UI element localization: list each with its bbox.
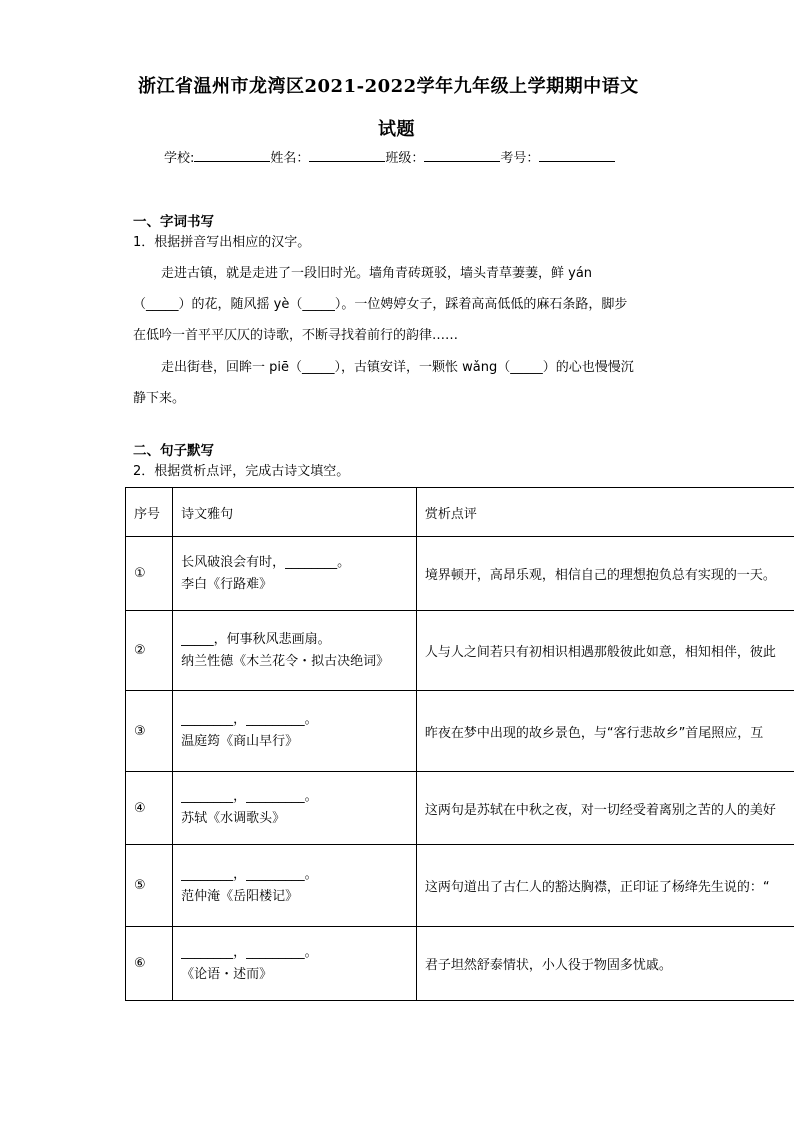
document-title-line2: 试题 bbox=[378, 119, 415, 140]
row-no: ① bbox=[126, 537, 173, 611]
row-source: 范仲淹《岳阳楼记》 bbox=[181, 888, 299, 904]
row-source: 李白《行路难》 bbox=[181, 576, 273, 592]
section2-heading: 二、句子默写 bbox=[133, 443, 214, 459]
section1-p1-line1: 走进古镇，就是走进了一段旧时光。墙角青砖斑驳，墙头青草萋萋，鲜 yán bbox=[161, 266, 593, 281]
header-no: 序号 bbox=[126, 488, 173, 537]
row-verse-cell bbox=[173, 537, 417, 611]
header-comment: 赏析点评 bbox=[416, 488, 794, 537]
row-verse-cell bbox=[173, 845, 417, 927]
school-blank[interactable] bbox=[194, 147, 270, 162]
row-verse: ________，_________。 bbox=[181, 944, 318, 960]
row-verse: _____，何事秋风悲画扇。 bbox=[181, 631, 331, 647]
table-row bbox=[126, 772, 794, 845]
row-verse-cell bbox=[173, 927, 417, 1001]
section1-p1-line3: 在低吟一首平平仄仄的诗歌，不断寻找着前行的韵律…… bbox=[133, 328, 459, 343]
name-blank[interactable] bbox=[309, 147, 385, 162]
row-source: 《论语・述而》 bbox=[181, 966, 273, 982]
student-info-line bbox=[164, 147, 615, 166]
row-verse-cell bbox=[173, 691, 417, 772]
section1-p1-line2: （_____）的花，随风摇 yè（_____）。一位娉婷女子，踩着高高低低的麻石条路，脚步 bbox=[133, 297, 628, 312]
exam-no-blank[interactable] bbox=[539, 147, 615, 162]
row-comment: 这两句道出了古仁人的豁达胸襟，正印证了杨绛先生说的：“ bbox=[416, 845, 794, 927]
row-verse-cell bbox=[173, 772, 417, 845]
section1-p2-line1: 走出街巷，回眸一 piē（_____），古镇安详，一颗怅 wǎng（_____）的心也慢慢沉 bbox=[161, 360, 634, 375]
school-label: 学校: bbox=[164, 151, 195, 166]
row-no: ③ bbox=[126, 691, 173, 772]
table-row bbox=[126, 537, 794, 611]
row-verse: 长风破浪会有时，________。 bbox=[181, 554, 351, 570]
section2-question: 2．根据赏析点评，完成古诗文填空。 bbox=[133, 464, 350, 479]
row-verse-cell bbox=[173, 611, 417, 691]
exam-no-label: 考号： bbox=[500, 151, 540, 166]
section1-question: 1．根据拼音写出相应的汉字。 bbox=[133, 235, 311, 250]
document-title-line1: 浙江省温州市龙湾区2021-2022学年九年级上学期期中语文 bbox=[138, 76, 639, 97]
table-header-row bbox=[126, 488, 794, 537]
row-no: ④ bbox=[126, 772, 173, 845]
row-comment: 昨夜在梦中出现的故乡景色，与“客行悲故乡”首尾照应，互 bbox=[416, 691, 794, 772]
row-comment: 这两句是苏轼在中秋之夜，对一切经受着离别之苦的人的美好 bbox=[416, 772, 794, 845]
row-no: ⑤ bbox=[126, 845, 173, 927]
row-source: 纳兰性德《木兰花令・拟古决绝词》 bbox=[181, 653, 390, 669]
row-no: ⑥ bbox=[126, 927, 173, 1001]
poetry-table bbox=[125, 487, 794, 1001]
table-row bbox=[126, 691, 794, 772]
row-source: 苏轼《水调歌头》 bbox=[181, 811, 286, 826]
section1-p2-line2: 静下来。 bbox=[133, 391, 186, 406]
class-label: 班级： bbox=[385, 151, 425, 166]
class-blank[interactable] bbox=[424, 147, 500, 162]
table-row bbox=[126, 611, 794, 691]
row-verse: ________，_________。 bbox=[181, 789, 318, 804]
row-comment: 人与人之间若只有初相识相遇那般彼此如意，相知相伴，彼此 bbox=[416, 611, 794, 691]
row-verse: ________，_________。 bbox=[181, 866, 318, 882]
section1-heading: 一、字词书写 bbox=[133, 214, 214, 230]
row-comment: 君子坦然舒泰情状，小人役于物固多忧戚。 bbox=[416, 927, 794, 1001]
table-row bbox=[126, 927, 794, 1001]
row-no: ② bbox=[126, 611, 173, 691]
name-label: 姓名： bbox=[270, 151, 310, 166]
row-verse: ________，_________。 bbox=[181, 712, 318, 727]
table-row bbox=[126, 845, 794, 927]
row-source: 温庭筠《商山早行》 bbox=[181, 734, 299, 749]
header-verse: 诗文雅句 bbox=[173, 488, 417, 537]
row-comment: 境界顿开，高昂乐观，相信自己的理想抱负总有实现的一天。 bbox=[416, 537, 794, 611]
